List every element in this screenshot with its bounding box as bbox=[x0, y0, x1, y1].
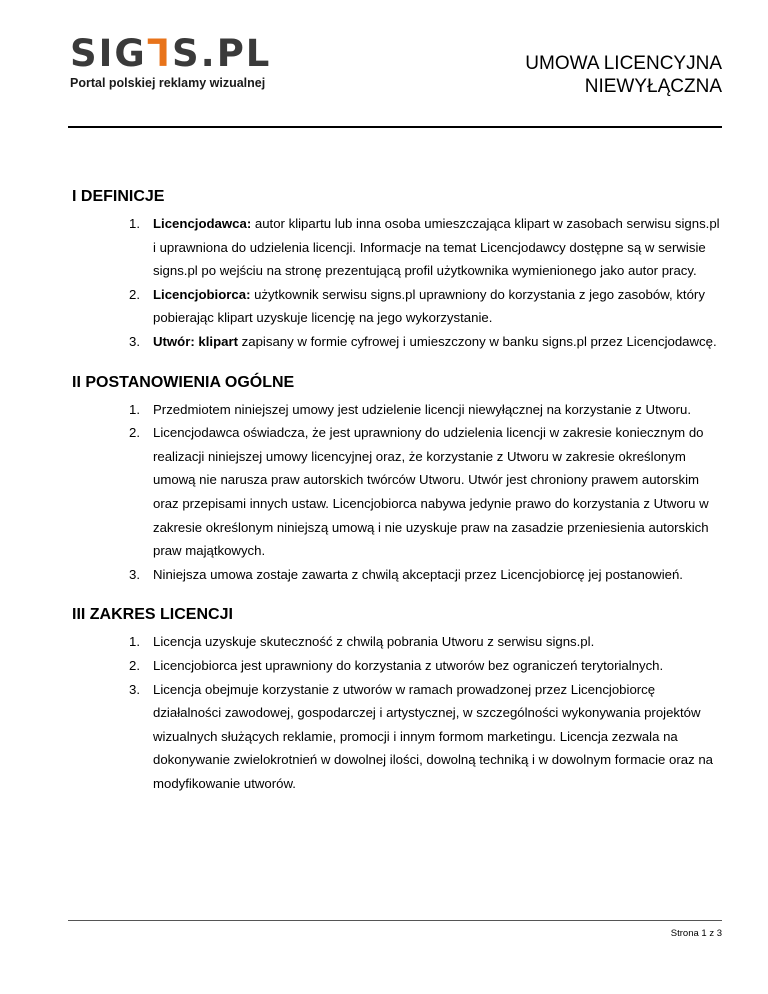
item-text: Licencjobiorca jest uprawniony do korzystania z utworów bez ograniczeń terytorialnych. bbox=[153, 657, 664, 673]
item-text: Przedmiotem niniejszej umowy jest udzielenie licencji niewyłącznej na korzystanie z Utworu. bbox=[153, 401, 691, 417]
section-definitions bbox=[72, 186, 724, 354]
item-term: Licencjodawca: bbox=[153, 216, 252, 231]
item-text: użytkownik serwisu signs.pl uprawniony do korzystania z jego zasobów, który pobierając klipart uzyskuje licencję na jego wykorzystanie. bbox=[153, 286, 705, 326]
item-text: Licencja obejmuje korzystanie z utworów w ramach prowadzonej przez Licencjobiorcę działalności zawodowej, gospodarczej i artystycznej, w szczególności wykonywania projektów wizualnych służących reklamie, promocji i innym formom marketingu. Licencja zezwala na dokonywanie zwielokrotnień w dowolnej ilości, dowolną techniką i w dowolnym formacie oraz na modyfikowanie utworów. bbox=[153, 681, 714, 791]
section-list bbox=[72, 212, 724, 354]
item-text: zapisany w formie cyfrowej i umieszczony w banku signs.pl przez Licencjodawcę. bbox=[238, 333, 717, 349]
item-term: Utwór: klipart bbox=[153, 333, 238, 349]
section-spacer bbox=[72, 354, 724, 372]
item-term: Licencjobiorca: bbox=[153, 286, 251, 302]
section-heading: II POSTANOWIENIA OGÓLNE bbox=[72, 373, 295, 391]
item-text: Licencja uzyskuje skuteczność z chwilą pobrania Utworu z serwisu signs.pl. bbox=[153, 634, 595, 650]
section-list bbox=[72, 630, 724, 795]
document-title-line-1: UMOWA LICENCYJNA bbox=[525, 53, 722, 74]
header-divider bbox=[68, 126, 722, 128]
section-heading: III ZAKRES LICENCJI bbox=[72, 606, 233, 624]
item-number: 1. bbox=[129, 401, 140, 417]
list-item bbox=[72, 212, 724, 283]
item-number: 3. bbox=[129, 681, 140, 697]
section-list bbox=[72, 398, 724, 587]
item-number: 2. bbox=[129, 286, 140, 302]
item-number: 2. bbox=[129, 657, 140, 673]
list-item bbox=[72, 421, 724, 563]
item-number: 1. bbox=[129, 634, 140, 650]
list-item bbox=[72, 678, 724, 796]
logo-tagline: Portal polskiej reklamy wizualnej bbox=[70, 76, 266, 90]
list-item bbox=[72, 398, 724, 422]
document-body bbox=[72, 186, 724, 795]
logo-wordmark-left: SIG bbox=[70, 32, 147, 75]
section-license-scope bbox=[72, 604, 724, 795]
section-general-provisions bbox=[72, 372, 724, 587]
item-number: 3. bbox=[129, 333, 140, 349]
list-item bbox=[72, 630, 724, 654]
section-spacer bbox=[72, 586, 724, 604]
list-item bbox=[72, 654, 724, 678]
item-text: Niniejsza umowa zostaje zawarta z chwilą akceptacji przez Licencjobiorcę jej postanowień. bbox=[153, 566, 683, 582]
logo-wordmark-right: S.PL bbox=[171, 32, 272, 75]
list-item bbox=[72, 330, 724, 354]
section-heading: I DEFINICJE bbox=[72, 188, 165, 205]
logo-accent-glyph: ᒣ bbox=[146, 32, 172, 75]
signs-logo[interactable] bbox=[70, 34, 310, 104]
item-number: 3. bbox=[129, 566, 140, 582]
document-title-line-2: NIEWYŁĄCZNA bbox=[584, 76, 722, 97]
list-item bbox=[72, 563, 724, 587]
item-number: 1. bbox=[129, 216, 140, 231]
page-number: Strona 1 z 3 bbox=[670, 928, 722, 939]
item-text: autor klipartu lub inna osoba umieszczająca klipart w zasobach serwisu signs.pl i uprawniona do udzielenia licencji. Informacje na temat Licencjodawcy dostępne są w serwisie signs.pl po wejściu na stronę prezentującą profil użytkownika wymienionego jako autor pracy. bbox=[153, 216, 720, 279]
logo-wordmark bbox=[70, 34, 310, 74]
footer-divider bbox=[68, 920, 722, 921]
item-number: 2. bbox=[129, 425, 140, 441]
item-text: Licencjodawca oświadcza, że jest uprawniony do udzielenia licencji w zakresie koniecznym do realizacji niniejszej umowy licencyjnej oraz, że korzystanie z Utworu w zakresie określonym umową nie narusza praw autorskich twórców Utworu. Utwór jest chroniony prawem autorskim oraz przepisami innych ustaw. Licencjobiorca nabywa jedynie prawo do korzystania z Utworu w zakresie określonym niniejszą umową i nie uzyskuje praw na zasadzie przeniesienia autorskich praw majątkowych. bbox=[153, 425, 709, 559]
list-item bbox=[72, 283, 724, 330]
document-title bbox=[525, 52, 722, 98]
